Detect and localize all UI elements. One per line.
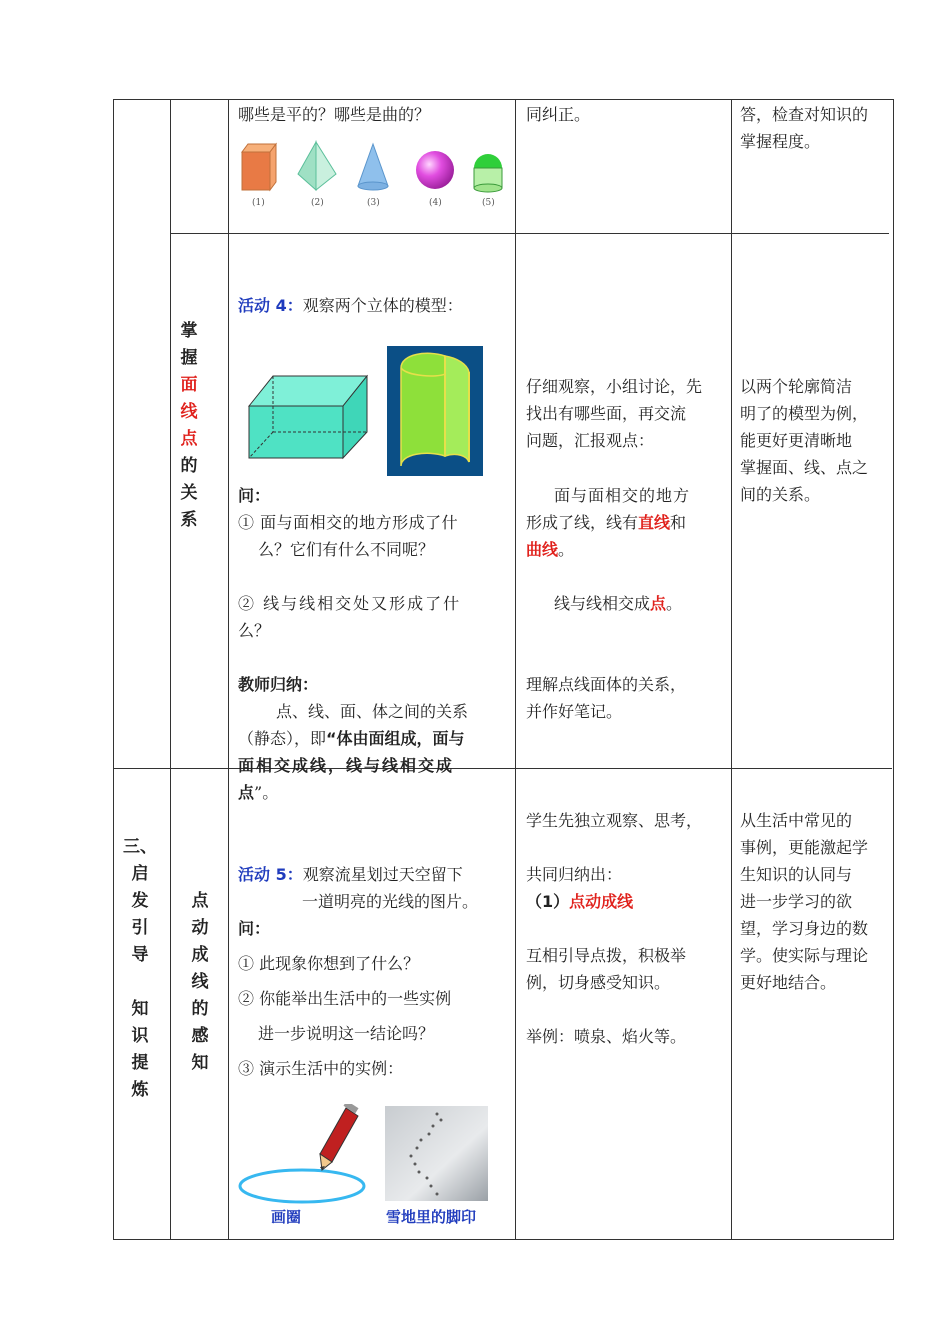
row2-summary-label: 教师归纳： xyxy=(238,675,319,694)
row1-student: 同纠正。 xyxy=(526,105,591,124)
row2-section-title: 掌 握 面 线 点 的 关 系 xyxy=(180,321,198,530)
cuboid-model-figure xyxy=(241,368,371,463)
shape-label-5: (5) xyxy=(482,198,495,208)
pencil-icon xyxy=(320,1104,359,1170)
row3-intent-7: 更好地结合。 xyxy=(740,973,837,992)
cylinder-model-figure xyxy=(387,346,483,476)
row3-intent-4: 进一步学习的欲 xyxy=(740,892,853,911)
row3-intent-3: 生知识的认同与 xyxy=(740,865,853,884)
row3-q2-line1: ② 你能举出生活中的一些实例 xyxy=(238,989,452,1008)
row2-intent-3: 能更好更清晰地 xyxy=(740,431,853,450)
col-line-3 xyxy=(228,99,229,1240)
row3-student-4-line1: 互相引导点拨，积极举 xyxy=(526,946,687,965)
row3-student-5: 举例：喷泉、焰火等。 xyxy=(526,1027,687,1046)
capsule-icon xyxy=(474,154,502,192)
sphere-icon xyxy=(416,151,454,189)
shape-label-3: (3) xyxy=(367,198,380,208)
row2-summary-line2: （静态），即“体由面组成，面与 xyxy=(238,729,465,748)
row3-section-title: 点 动 成 线 的 感 知 xyxy=(191,891,209,1073)
activity-5-line2: 一道明亮的光线的图片。 xyxy=(302,892,479,911)
row2-student-4-line1: 理解点线面体的关系， xyxy=(526,675,687,694)
row3-q1: ① 此现象你想到了什么？ xyxy=(238,954,420,973)
row2-ask-label: 问： xyxy=(238,486,271,505)
row2-student-2-line2: 形成了线，线有直线和 xyxy=(526,513,687,532)
row2-q1-line1: ① 面与面相交的地方形成了什 xyxy=(238,513,459,532)
row2-student-2-line1: 面与面相交的地方 xyxy=(554,486,691,505)
prism-icon xyxy=(242,144,276,190)
row2-student-3: 线与线相交成点。 xyxy=(554,594,683,613)
row1-intent-1: 答，检查对知识的 xyxy=(740,105,869,124)
row3-intent-2: 事例，更能激起学 xyxy=(740,838,869,857)
row1-question: 哪些是平的？哪些是曲的？ xyxy=(238,105,431,124)
col-line-6 xyxy=(893,99,894,1240)
caption-snow-footprints: 雪地里的脚印 xyxy=(386,1208,477,1226)
row1-intent-2: 掌握程度。 xyxy=(740,132,821,151)
pyramid-icon xyxy=(298,142,336,190)
col-line-5 xyxy=(731,99,732,1240)
shape-label-2: (2) xyxy=(311,198,324,208)
col-line-4 xyxy=(515,99,516,1240)
col-line-1 xyxy=(113,99,114,1240)
caption-draw-circle: 画圈 xyxy=(271,1208,302,1226)
row2-student-1-line3: 问题，汇报观点： xyxy=(526,431,655,450)
row2-intent-4: 掌握面、线、点之 xyxy=(740,458,869,477)
row3-intent-5: 望，学习身边的数 xyxy=(740,919,869,938)
row3-ask-label: 问： xyxy=(238,919,271,938)
row3-stage-title: 三、 启 发 引 导 知 识 提 炼 xyxy=(123,837,157,1100)
row2-q2-line1: ② 线与线相交处又形成了什 xyxy=(238,594,462,613)
table-bottom-border xyxy=(113,1239,894,1240)
row3-student-2: 共同归纳出： xyxy=(526,865,623,884)
shape-label-4: (4) xyxy=(429,198,442,208)
row2-q1-line2: 么？它们有什么不同呢？ xyxy=(258,540,435,559)
cone-icon xyxy=(358,144,388,190)
row2-q2-line2: 么？ xyxy=(238,621,271,640)
table-top-border xyxy=(113,99,894,100)
row3-q2-line2: 进一步说明这一结论吗？ xyxy=(258,1024,435,1043)
row2-summary-line1: 点、线、面、体之间的关系 xyxy=(276,702,469,721)
row2-summary-line3: 面相交成线，线与线相交成 xyxy=(238,756,455,775)
shape-label-1: (1) xyxy=(252,198,265,208)
row3-student-1: 学生先独立观察、思考， xyxy=(526,811,703,830)
activity-5: 活动 5：观察流星划过天空留下 xyxy=(238,865,463,884)
row2-intent-5: 间的关系。 xyxy=(740,485,821,504)
activity-4: 活动 4：观察两个立体的模型： xyxy=(238,296,463,315)
row2-student-4-line2: 并作好笔记。 xyxy=(526,702,623,721)
row-line-1 xyxy=(170,233,889,234)
row2-student-1-line2: 找出有哪些面，再交流 xyxy=(526,404,687,423)
row2-intent-1: 以两个轮廓简洁 xyxy=(740,377,853,396)
snow-footprints-figure xyxy=(385,1106,488,1201)
col-line-2 xyxy=(170,99,171,1240)
pencil-circle-figure xyxy=(236,1104,368,1204)
row-line-2 xyxy=(113,768,892,769)
row3-intent-1: 从生活中常见的 xyxy=(740,811,853,830)
row2-summary-line4: 点”。 xyxy=(238,783,279,802)
row3-q3: ③ 演示生活中的实例： xyxy=(238,1059,404,1078)
row3-intent-6: 学。使实际与理论 xyxy=(740,946,869,965)
row2-student-1-line1: 仔细观察，小组讨论，先 xyxy=(526,377,703,396)
row2-student-2-line3: 曲线。 xyxy=(526,540,575,559)
row2-intent-2: 明了的模型为例， xyxy=(740,404,869,423)
row3-student-4-line2: 例，切身感受知识。 xyxy=(526,973,671,992)
row3-student-3: （1）点动成线 xyxy=(526,892,634,911)
